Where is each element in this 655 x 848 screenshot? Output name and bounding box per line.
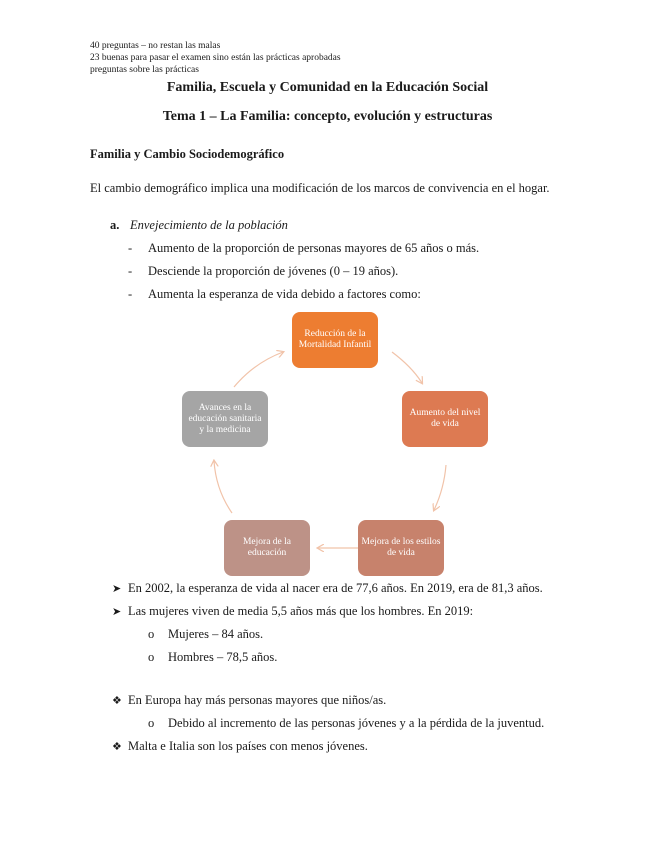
list-item-text: Desciende la proporción de jóvenes (0 – 19 años).: [148, 264, 399, 278]
cycle-arrow: [214, 461, 232, 513]
list-item-text: Aumento de la proporción de personas mayores de 65 años o más.: [148, 241, 480, 255]
list-item-text: Hombres – 78,5 años.: [168, 650, 278, 664]
node-label: Mejora de los estilos de vida: [361, 537, 441, 558]
subsection-heading: [110, 218, 288, 233]
topic-title: Tema 1 – La Familia: concepto, evolución y estructuras: [162, 109, 493, 124]
cycle-node-health-advances: [182, 391, 268, 447]
section-heading: Familia y Cambio Sociodemográfico: [90, 147, 285, 161]
dash-marker: -: [128, 241, 133, 255]
list-item-text: Debido al incremento de las personas jóvenes y a la pérdida de la juventud.: [168, 716, 545, 730]
list-item-text: Aumenta la esperanza de vida debido a factores como:: [148, 287, 421, 301]
list-item: [128, 241, 479, 256]
list-item-text: En Europa hay más personas mayores que niños/as.: [128, 693, 387, 707]
cycle-node-infant-mortality: [292, 312, 378, 368]
circle-marker: o: [148, 716, 155, 730]
subsection-text: Envejecimiento de la población: [130, 218, 288, 232]
list-item-text: Mujeres – 84 años.: [168, 627, 264, 641]
subsection-marker: a.: [110, 218, 120, 232]
list-item-text: En 2002, la esperanza de vida al nacer era de 77,6 años. En 2019, era de 81,3 años.: [128, 581, 543, 595]
list-item: [128, 264, 398, 279]
list-item-text: Las mujeres viven de media 5,5 años más que los hombres. En 2019:: [128, 604, 474, 618]
cycle-diagram: [0, 305, 655, 580]
cycle-arrow: [392, 352, 422, 383]
diamond-marker: ❖: [112, 741, 122, 753]
list-item: [112, 604, 473, 619]
intro-paragraph: El cambio demográfico implica una modificación de los marcos de convivencia en el hogar.: [90, 181, 550, 195]
list-item: [112, 581, 543, 596]
note-line: 23 buenas para pasar el examen sino están las prácticas aprobadas: [90, 53, 341, 63]
list-item: [148, 627, 263, 642]
diamond-marker: ❖: [112, 695, 122, 707]
cycle-node-lifestyle: [358, 520, 444, 576]
note-line: 40 preguntas – no restan las malas: [90, 41, 221, 51]
document-title: Familia, Escuela y Comunidad en la Educación Social: [166, 80, 489, 95]
list-item-text: Malta e Italia son los países con menos jóvenes.: [128, 739, 368, 753]
node-label: Reducción de la Mortalidad Infantil: [298, 329, 372, 350]
cycle-node-living-standard: [402, 391, 488, 447]
circle-marker: o: [148, 627, 155, 641]
list-item: [148, 716, 544, 731]
arrow-marker: ➤: [112, 583, 122, 595]
cycle-arrow: [234, 352, 283, 387]
arrow-marker: ➤: [112, 606, 122, 618]
dash-marker: -: [128, 287, 133, 301]
cycle-arrow: [434, 465, 446, 510]
cycle-node-education: [224, 520, 310, 576]
node-label: Aumento del nivel de vida: [409, 408, 481, 429]
node-label: Mejora de la educación: [242, 537, 291, 558]
node-label: Avances en la educación sanitaria y la medicina: [188, 402, 262, 435]
list-item: [148, 650, 277, 665]
header-notes: [90, 40, 341, 76]
list-item: [128, 287, 421, 302]
list-item: [112, 739, 368, 754]
list-item: [112, 693, 386, 708]
circle-marker: o: [148, 650, 155, 664]
dash-marker: -: [128, 264, 133, 278]
note-line: preguntas sobre las prácticas: [90, 65, 199, 75]
